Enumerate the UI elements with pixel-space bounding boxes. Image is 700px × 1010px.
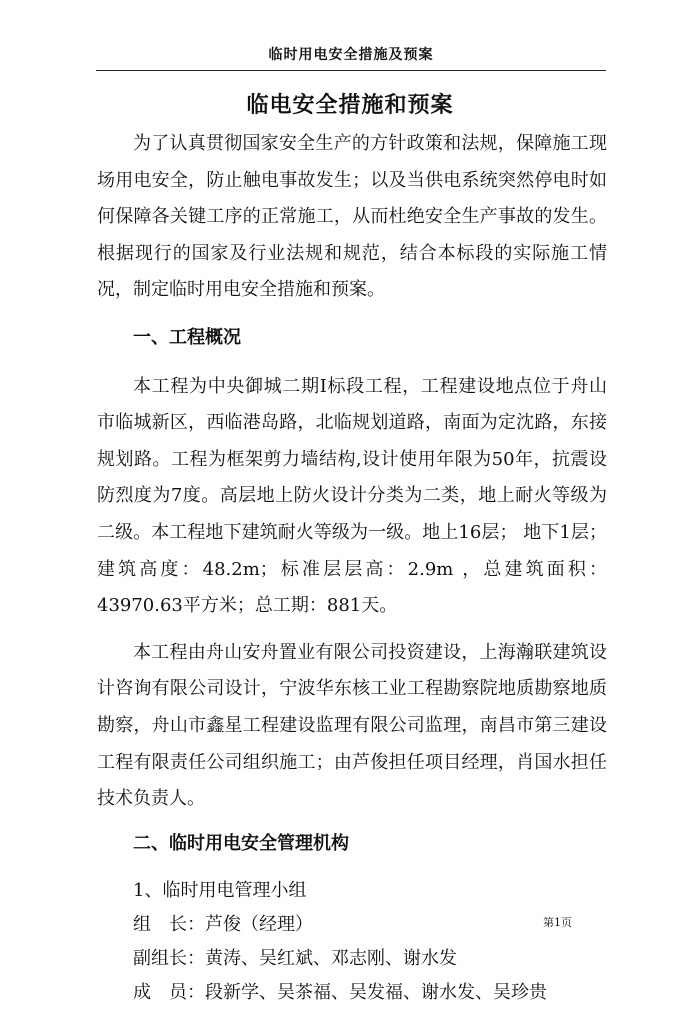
- running-header: 临时用电安全措施及预案: [268, 47, 434, 63]
- header-divider: [96, 70, 606, 71]
- team-deputy: 副组长：黄涛、吴红斌、邓志刚、谢水发: [133, 948, 457, 970]
- overview-paragraph-2: 本工程由舟山安舟置业有限公司投资建设，上海瀚联建筑设计咨询有限公司设计，宁波华东核工业工程勘察院地质勘察地质勘察，舟山市鑫星工程建设监理有限公司监理，南昌市第三建设工程有限责任公司组织施工；由芦俊担任项目经理，肖国水担任技术负责人。: [97, 641, 607, 810]
- team-leader: 组 长：芦俊（经理）: [133, 914, 313, 936]
- section-heading-organization: 二、临时用电安全管理机构: [133, 832, 349, 854]
- team-members: 成 员：段新学、吴茶福、吴发福、谢水发、吴珍贵: [133, 982, 547, 1004]
- section-heading-overview: 一、工程概况: [133, 326, 241, 348]
- document-title: 临电安全措施和预案: [246, 92, 454, 118]
- subsection-title: 1、临时用电管理小组: [133, 880, 307, 902]
- overview-paragraph-1: 本工程为中央御城二期I标段工程，工程建设地点位于舟山市临城新区，西临港岛路，北临规划道路，南面为定沈路，东接规划路。工程为框架剪力墙结构,设计使用年限为50年，抗震设防烈度为7度。高层地上防火设计分类为二类，地上耐火等级为二级。本工程地下建筑耐火等级为一级。地上16层； 地下1层；建筑高度：48.2m；标准层层高：2.9m ，总建筑面积：43970.63平方米；总工期：881天。: [97, 375, 607, 617]
- intro-paragraph: 为了认真贯彻国家安全生产的方针政策和法规，保障施工现场用电安全，防止触电事故发生；以及当供电系统突然停电时如何保障各关键工序的正常施工，从而杜绝安全生产事故的发生。根据现行的国家及行业法规和规范，结合本标段的实际施工情况，制定临时用电安全措施和预案。: [97, 133, 607, 301]
- document-body: [97, 126, 607, 1010]
- page-number: 第1页: [543, 916, 572, 929]
